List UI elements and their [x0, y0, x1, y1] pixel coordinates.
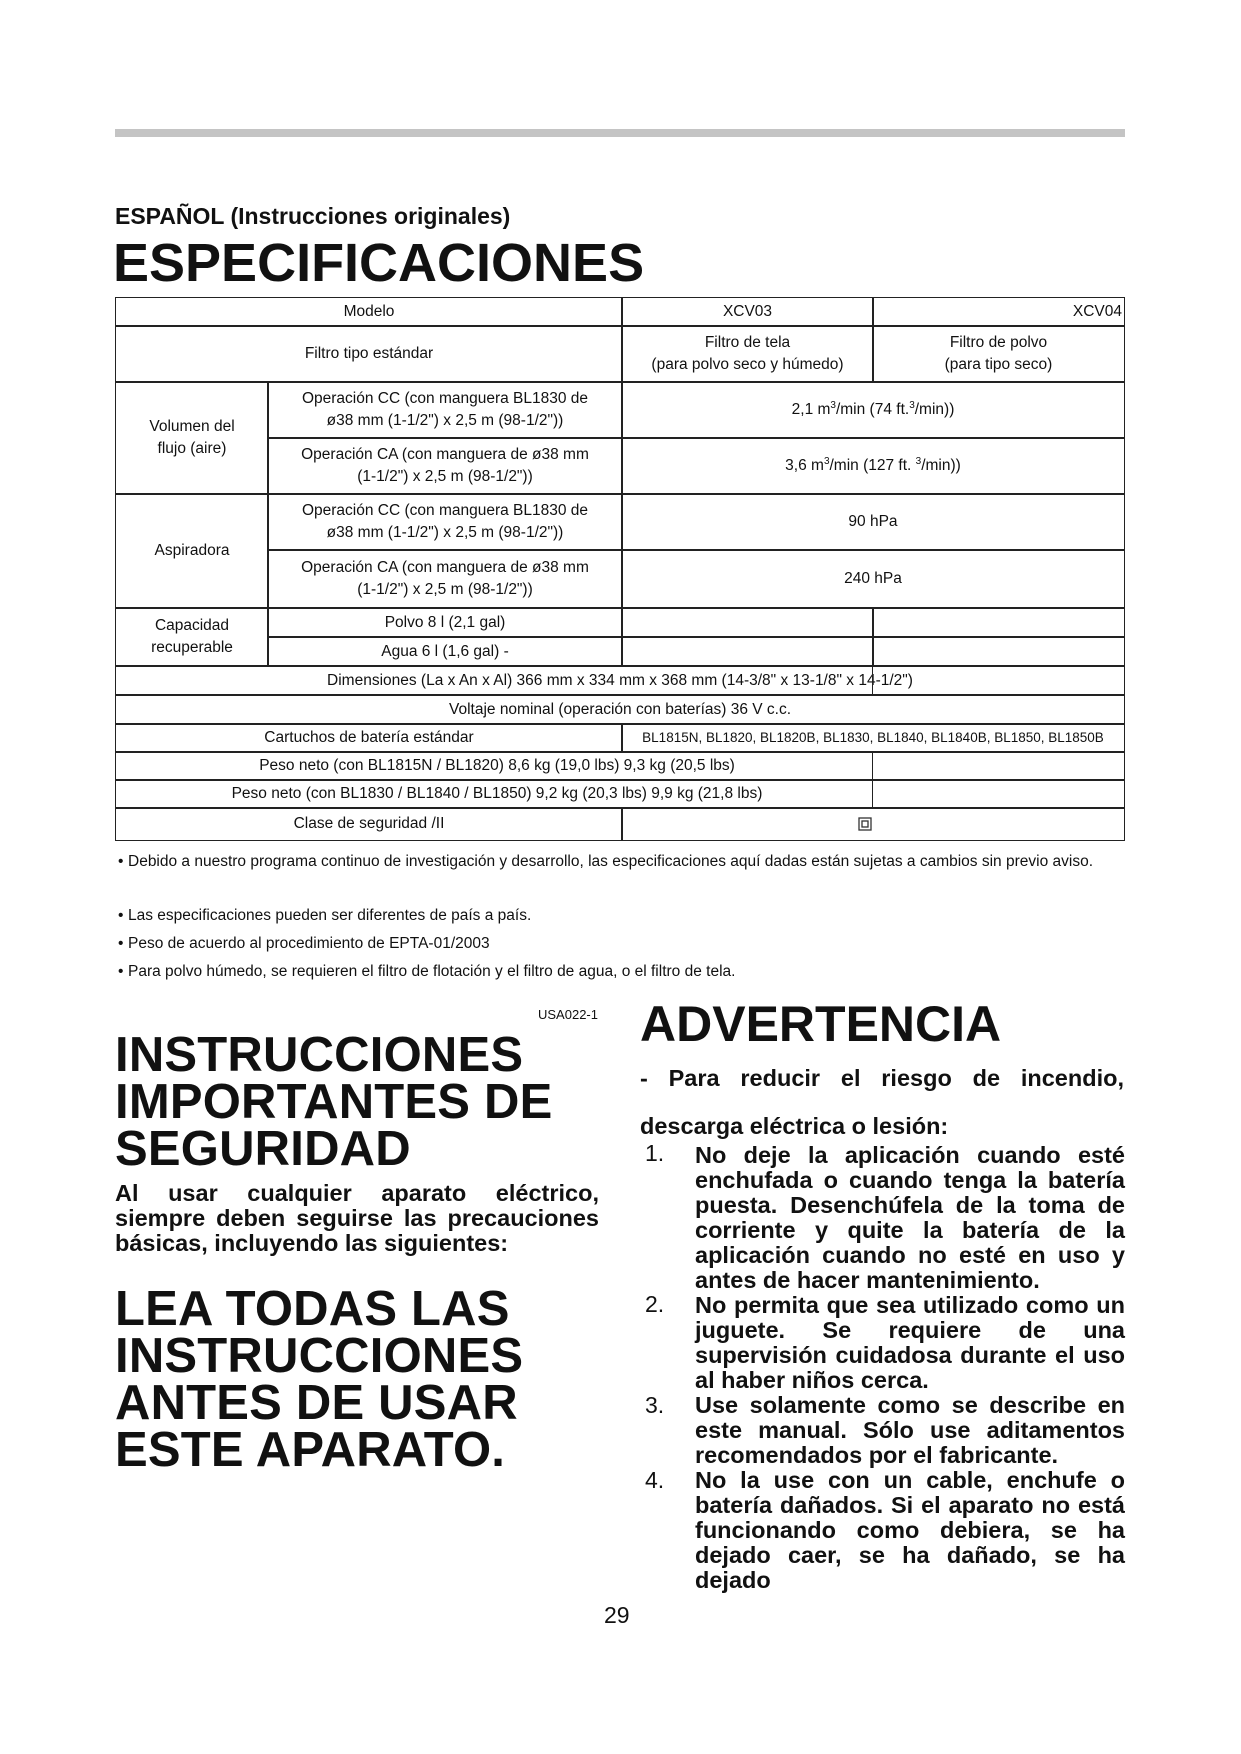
airflow-dc-op-line2: ø38 mm (1-1/2") x 2,5 m (98-1/2")) — [326, 412, 564, 429]
page-number: 29 — [604, 1602, 630, 1628]
model-2-cell — [872, 297, 1125, 327]
capacity-label-cell — [115, 607, 269, 667]
warning-item-number: 2. — [645, 1291, 665, 1317]
airflow-ac-op-line1: Operación CA (con manguera de ø38 mm — [301, 446, 589, 463]
weight-2-cell — [115, 779, 1125, 809]
suction-ac-value-cell — [621, 549, 1125, 609]
filter-2-line1: Filtro de polvo — [949, 334, 1048, 351]
filter-2-cell — [872, 325, 1125, 383]
battery-value: BL1815N, BL1820, BL1820B, BL1830, BL1840, BL1840B, BL1850, BL1850B — [642, 730, 1104, 745]
note-text: Debido a nuestro programa continuo de investigación y desarrollo, las especificaciones aquí dadas están sujetas a cambios sin previo aviso. — [128, 853, 1093, 870]
warning-item-text: No la use con un cable, enchufe o batería dañados. Si el aparato no está funcionando como debiera, se ha dejado caer, se ha dañado, se ha dejado — [695, 1467, 1125, 1593]
airflow-ac-value-a: 3,6 m — [785, 457, 824, 474]
capacity-label-line1: Capacidad — [154, 617, 230, 634]
warning-intro-line1: - Para reducir el riesgo de incendio, — [640, 1065, 1124, 1091]
suction-ac-value: 240 hPa — [844, 570, 902, 587]
note-text: Peso de acuerdo al procedimiento de EPTA-01/2003 — [128, 935, 490, 952]
safety-class: Clase de seguridad /II — [293, 815, 445, 832]
airflow-dc-value-a: 2,1 m — [791, 401, 831, 418]
filter-1-cell — [621, 325, 874, 383]
capacity-water-xcv04-cell — [872, 636, 1125, 667]
model-2: XCV04 — [1072, 303, 1122, 320]
safety-intro-text: Al usar cualquier aparato eléctrico, siempre deben seguirse las precauciones básicas, incluyendo las siguientes: — [115, 1180, 599, 1256]
voltage: Voltaje nominal (operación con baterías) 36 V c.c. — [448, 700, 792, 718]
note-item — [118, 933, 1103, 955]
suction-dc-op-cell — [267, 493, 623, 551]
specifications-title: ESPECIFICACIONES — [113, 233, 645, 293]
double-insulation-icon — [858, 817, 872, 831]
suction-dc-value: 90 hPa — [848, 513, 898, 530]
warning-title: ADVERTENCIA — [640, 996, 1002, 1052]
model-label-cell — [115, 297, 623, 327]
note-bullet: • — [118, 963, 124, 980]
model-1: XCV03 — [722, 303, 773, 320]
model-label: Modelo — [343, 303, 395, 320]
weight-2-divider — [872, 779, 873, 809]
warning-item-number: 4. — [645, 1467, 665, 1493]
capacity-dust-xcv04-cell — [872, 607, 1125, 638]
capacity-dust: Polvo 8 l (2,1 gal) — [384, 613, 506, 631]
read-title-line1: LEA TODAS LAS — [115, 1282, 510, 1336]
capacity-dust-cell — [267, 607, 623, 638]
battery-label: Cartuchos de batería estándar — [264, 729, 474, 746]
note-item — [118, 851, 1103, 873]
weight-1-cell — [115, 751, 1125, 781]
warning-intro-line2: descarga eléctrica o lesión: — [640, 1113, 949, 1139]
suction-label-cell — [115, 493, 269, 609]
note-bullet: • — [118, 935, 124, 952]
capacity-dust-xcv03-cell — [621, 607, 874, 638]
read-instructions-title — [115, 1282, 605, 1477]
note-text: Las especificaciones pueden ser diferentes de país a país. — [128, 907, 532, 924]
airflow-label-line2: flujo (aire) — [157, 440, 227, 457]
airflow-dc-value-b: /min (74 ft. — [835, 401, 910, 418]
capacity-water-cell — [267, 636, 623, 667]
language-header: ESPAÑOL (Instrucciones originales) — [115, 203, 511, 229]
airflow-ac-value-b: /min (127 ft. — [829, 457, 916, 474]
filter-1-line2: (para polvo seco y húmedo) — [651, 356, 844, 373]
warning-item-number: 3. — [645, 1392, 665, 1418]
note-item — [118, 905, 1103, 927]
warning-item-text: No deje la aplicación cuando esté enchufada o cuando tenga la batería puesta. Desenchúfela de la toma de corriente y quite la batería de la aplicación cuando no esté en uso y antes de hacer mantenimiento. — [695, 1142, 1125, 1293]
weight-2: Peso neto (con BL1830 / BL1840 / BL1850) 9,2 kg (20,3 lbs) 9,9 kg (21,8 lbs) — [231, 785, 763, 802]
battery-label-cell — [115, 723, 623, 753]
read-title-line4: ESTE APARATO. — [115, 1423, 506, 1477]
suction-dc-op-line2: ø38 mm (1-1/2") x 2,5 m (98-1/2")) — [326, 524, 564, 541]
airflow-dc-op-cell — [267, 381, 623, 439]
document-code: USA022-1 — [538, 1007, 598, 1022]
airflow-dc-value — [792, 399, 955, 421]
airflow-label-line1: Volumen del — [149, 418, 235, 435]
dimensions: Dimensiones (La x An x Al) 366 mm x 334 mm x 368 mm (14-3/8" x 13-1/8" x 14-1/2") — [327, 671, 913, 689]
airflow-dc-value-cell — [621, 381, 1125, 439]
battery-value-cell — [621, 723, 1125, 753]
dimensions-divider — [872, 665, 873, 696]
airflow-dc-op-line1: Operación CC (con manguera BL1830 de — [301, 390, 589, 407]
read-title-line2: INSTRUCCIONES — [115, 1329, 524, 1383]
suction-dc-value-cell — [621, 493, 1125, 551]
suction-dc-op-line1: Operación CC (con manguera BL1830 de — [301, 502, 589, 519]
filter-2-line2: (para tipo seco) — [944, 356, 1053, 373]
safety-class-symbol-cell — [621, 807, 1125, 841]
suction-ac-op-cell — [267, 549, 623, 609]
suction-ac-op-line2: (1-1/2") x 2,5 m (98-1/2")) — [357, 581, 533, 598]
warning-item-text: Use solamente como se describe en este manual. Sólo use aditamentos recomendados por el fabricante. — [695, 1392, 1125, 1468]
capacity-label-line2: recuperable — [151, 639, 233, 656]
suction-label: Aspiradora — [154, 542, 230, 559]
suction-ac-op-line1: Operación CA (con manguera de ø38 mm — [301, 559, 589, 576]
airflow-label-cell — [115, 381, 269, 495]
superscript-3: 3 — [823, 455, 830, 467]
warning-item-text: No permita que sea utilizado como un juguete. Se requiere de una supervisión cuidadosa durante el uso al haber niños cerca. — [695, 1292, 1125, 1393]
weight-1-divider — [872, 751, 873, 781]
filter-1-line1: Filtro de tela — [704, 334, 791, 351]
note-item — [118, 961, 1103, 983]
voltage-cell — [115, 694, 1125, 725]
safety-title-line3: SEGURIDAD — [115, 1122, 411, 1176]
dimensions-cell — [115, 665, 1125, 696]
note-bullet: • — [118, 907, 124, 924]
weight-1: Peso neto (con BL1815N / BL1820) 8,6 kg (19,0 lbs) 9,3 kg (20,5 lbs) — [259, 757, 735, 774]
read-title-line3: ANTES DE USAR — [115, 1376, 518, 1430]
model-1-cell — [621, 297, 874, 327]
note-text: Para polvo húmedo, se requieren el filtro de flotación y el filtro de agua, o el filtro de tela. — [128, 963, 736, 980]
airflow-ac-op-line2: (1-1/2") x 2,5 m (98-1/2")) — [357, 468, 533, 485]
spec-table — [115, 297, 1125, 841]
safety-title — [115, 1028, 605, 1176]
filter-label: Filtro tipo estándar — [304, 345, 434, 362]
top-rule — [115, 129, 1125, 137]
airflow-ac-op-cell — [267, 437, 623, 495]
safety-class-label-cell — [115, 807, 623, 841]
filter-label-cell — [115, 325, 623, 383]
warning-item-number: 1. — [645, 1140, 665, 1166]
safety-title-line1: INSTRUCCIONES — [115, 1028, 524, 1082]
airflow-dc-value-c: /min)) — [914, 401, 955, 418]
airflow-ac-value — [785, 455, 961, 477]
note-bullet: • — [118, 853, 124, 870]
safety-title-line2: IMPORTANTES DE — [115, 1075, 553, 1129]
airflow-ac-value-c: /min)) — [921, 457, 961, 474]
superscript-3: 3 — [915, 455, 922, 467]
airflow-ac-value-cell — [621, 437, 1125, 495]
capacity-water-xcv03-cell — [621, 636, 874, 667]
capacity-water: Agua 6 l (1,6 gal) - — [381, 642, 509, 660]
superscript-3: 3 — [909, 399, 915, 411]
superscript-3: 3 — [830, 399, 836, 411]
